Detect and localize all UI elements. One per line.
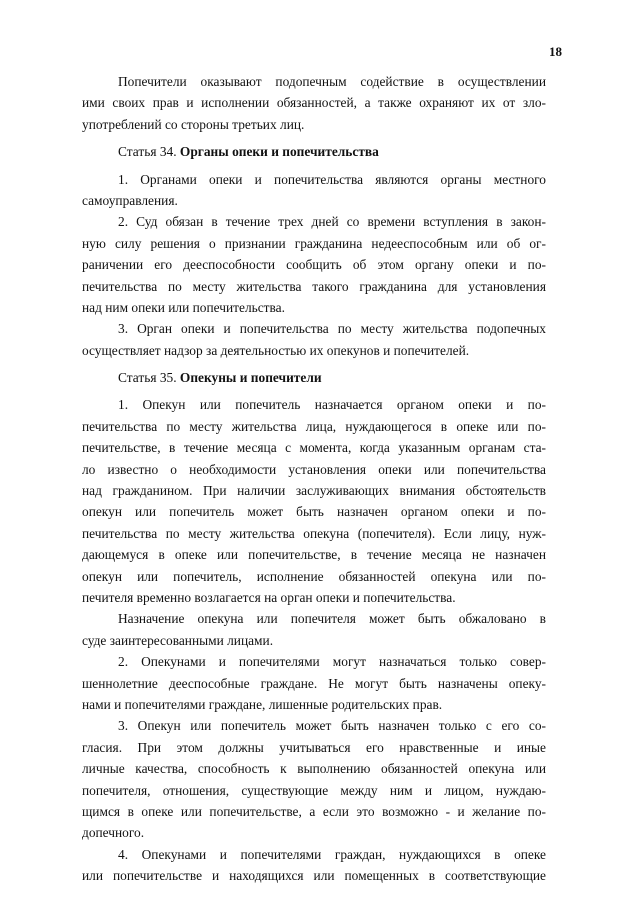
text-line: 3. Опекун или попечитель может быть назначен только с его со- <box>118 718 546 734</box>
text-line: употреблений со стороны третьих лиц. <box>82 116 305 132</box>
text-line: ими своих прав и исполнении обязанностей, а также охраняют их от зло- <box>82 95 546 111</box>
page-number: 18 <box>549 44 562 59</box>
body-text <box>82 71 546 886</box>
article-number: Статья 34. <box>118 144 180 160</box>
text-line: 3. Орган опеки и попечительства по месту жительства подопечных <box>118 321 546 337</box>
text-line: 4. Опекунами и попечителями граждан, нуждающихся в опеке <box>118 846 546 862</box>
text-line: Назначение опекуна или попечителя может быть обжаловано в <box>118 611 546 627</box>
text-line: над ним опеки или попечительства. <box>82 299 285 315</box>
text-line: гласия. При этом должны учитываться его нравственные и иные <box>82 739 546 755</box>
text-line: личные качества, способность к выполнению обязанностей опекуна или <box>82 761 546 777</box>
text-line: нами и попечителями граждане, лишенные родительских прав. <box>82 696 443 712</box>
text-line: осуществляет надзор за деятельностью их опекунов и попечителей. <box>82 342 470 358</box>
text-line: опекун или попечитель, исполнение обязанностей опекуна или по- <box>82 568 546 584</box>
text-line: дающемуся в опеке или попечительстве, в течение месяца не назначен <box>82 547 546 563</box>
text-line: печительства по месту жительства такого гражданина для установления <box>82 278 546 294</box>
text-line: ло известно о необходимости установления опеки или попечительства <box>82 461 546 477</box>
text-line: 1. Органами опеки и попечительства являются органы местного <box>118 171 546 187</box>
text-line: шеннолетние дееспособные граждане. Не могут быть назначены опеку- <box>82 675 546 691</box>
article-number: Статья 35. <box>118 370 180 386</box>
text-line: печителя временно возлагается на орган опеки и попечительства. <box>82 589 456 605</box>
text-line: печительстве, в течение месяца с момента, когда указанным органам ста- <box>82 440 546 456</box>
text-line: допечного. <box>82 825 145 841</box>
text-line: раничении его дееспособности сообщить об этом органу опеки и по- <box>82 257 546 273</box>
text-line: над гражданином. При наличии заслуживающих внимания обстоятельств <box>82 483 546 499</box>
text-line: 2. Суд обязан в течение трех дней со времени вступления в закон- <box>118 214 546 230</box>
text-line: Попечители оказывают подопечным содействие в осуществлении <box>118 74 546 89</box>
text-line: 2. Опекунами и попечителями могут назначаться только совер- <box>118 654 546 670</box>
text-line: печительства по месту жительства опекуна (попечителя). Если лицу, нуж- <box>82 525 546 541</box>
article-title: Опекуны и попечители <box>179 370 322 386</box>
article-title: Органы опеки и попечительства <box>179 144 379 160</box>
article-heading <box>82 367 546 388</box>
text-line: попечителя, отношения, существующие между ним и лицом, нуждаю- <box>82 782 546 798</box>
text-line: или попечительстве и находящихся или помещенных в соответствующие <box>82 868 546 884</box>
article-heading <box>82 141 546 162</box>
text-line: опекун или попечитель может быть назначен органом опеки и по- <box>82 504 546 520</box>
text-line: печительства по месту жительства лица, нуждающегося в опеке или по- <box>82 418 546 434</box>
text-line: самоуправления. <box>82 192 178 208</box>
text-line: суде заинтересованными лицами. <box>82 632 274 648</box>
text-line: щимся в опеке или попечительстве, а если это возможно - и желание по- <box>82 803 546 819</box>
text-line: ную силу решения о признании гражданина недееспособным или об ог- <box>82 235 546 251</box>
text-line: 1. Опекун или попечитель назначается органом опеки и по- <box>118 397 546 413</box>
